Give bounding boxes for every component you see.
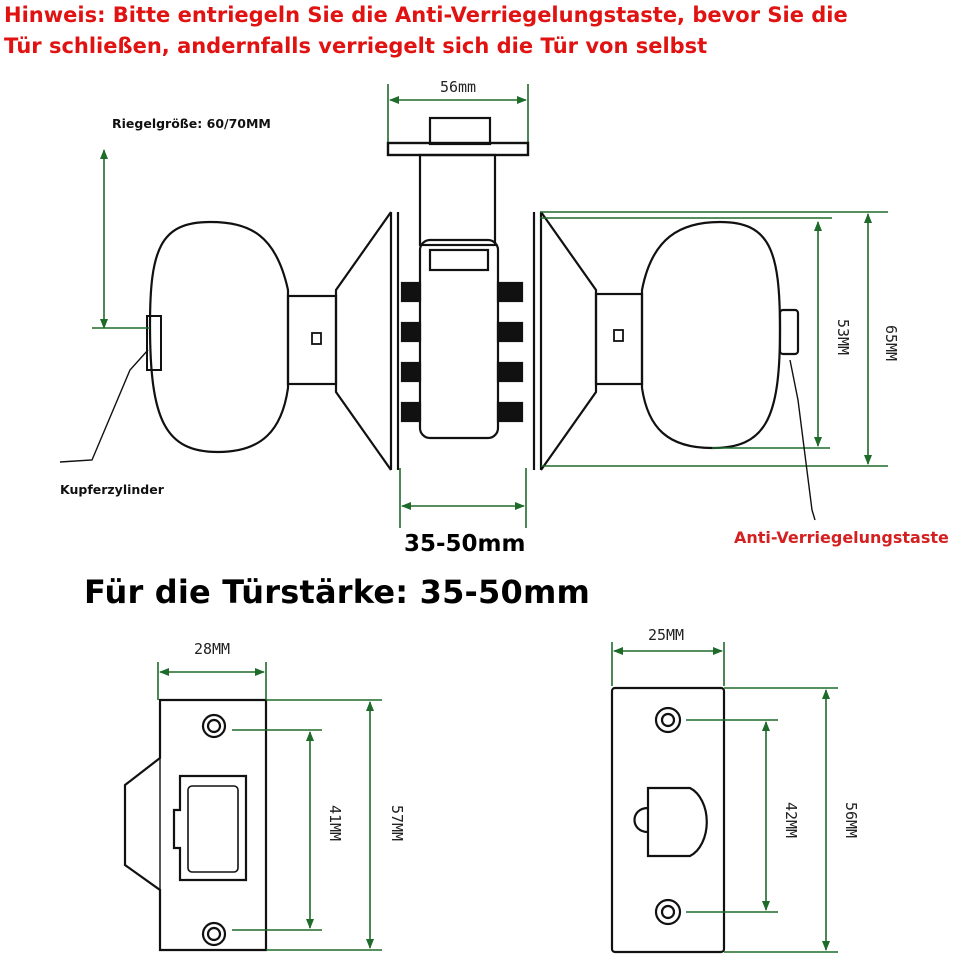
height-inner-label: 53MM bbox=[834, 318, 852, 356]
anti-lock-button-label: Anti-Verriegelungstaste bbox=[734, 528, 949, 547]
latch-height-label: 56MM bbox=[842, 801, 860, 839]
latch-holes-label: 42MM bbox=[782, 801, 800, 839]
strike-plate bbox=[125, 700, 266, 950]
top-width-label: 56mm bbox=[439, 78, 477, 96]
knob-assembly bbox=[147, 84, 798, 470]
strike-height-label: 57MM bbox=[388, 804, 406, 842]
notice-line-2: Tür schließen, andernfalls verriegelt sich die Tür von selbst bbox=[4, 34, 708, 58]
door-range-label: 35-50mm bbox=[404, 531, 526, 557]
strike-holes-label: 41MM bbox=[326, 804, 344, 842]
door-thickness-heading: Für die Türstärke: 35-50mm bbox=[84, 573, 591, 611]
cylinder-label: Kupferzylinder bbox=[60, 482, 164, 497]
notice-line-1: Hinweis: Bitte entriegeln Sie die Anti-Verriegelungstaste, bevor Sie die bbox=[4, 3, 848, 27]
strike-width-label: 28MM bbox=[193, 640, 231, 658]
latch-width-label: 25MM bbox=[647, 626, 685, 644]
height-outer-label: 65MM bbox=[882, 324, 900, 362]
bolt-size-label: Riegelgröße: 60/70MM bbox=[112, 116, 271, 131]
